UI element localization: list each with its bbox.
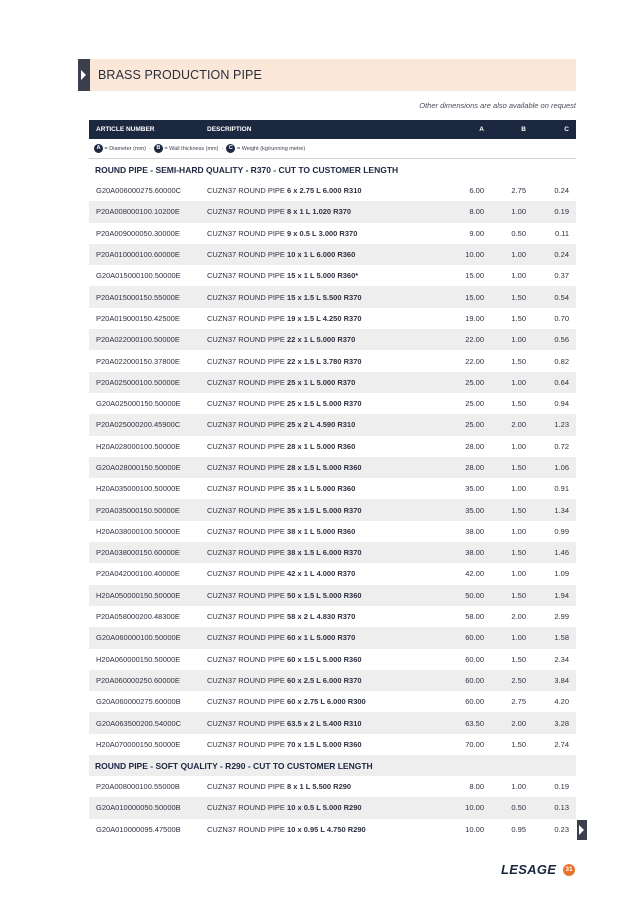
description: [207, 691, 441, 712]
article-number: H20A070000150.50000E: [89, 734, 207, 755]
header-a: A: [441, 120, 491, 139]
value-a: 25.00: [441, 372, 491, 393]
table-row: [89, 201, 576, 222]
value-c: 0.37: [533, 265, 576, 286]
value-b: 1.00: [491, 478, 533, 499]
value-a: 22.00: [441, 329, 491, 350]
value-c: 2.74: [533, 734, 576, 755]
description-prefix: CUZN37 ROUND PIPE: [207, 569, 285, 579]
value-b: 2.50: [491, 670, 533, 691]
description-prefix: CUZN37 ROUND PIPE: [207, 739, 285, 749]
article-number: P20A008000100.10200E: [89, 201, 207, 222]
description-spec: 6 x 2.75 L 6.000 R310: [287, 186, 362, 196]
description-prefix: CUZN37 ROUND PIPE: [207, 484, 285, 494]
value-b: 0.50: [491, 223, 533, 244]
article-number: P20A022000150.37800E: [89, 350, 207, 371]
value-a: 60.00: [441, 627, 491, 648]
legend-b-text: = Wall thickness (mm): [164, 145, 219, 152]
description-prefix: CUZN37 ROUND PIPE: [207, 271, 285, 281]
description-prefix: CUZN37 ROUND PIPE: [207, 548, 285, 558]
description-spec: 25 x 1 L 5.000 R370: [287, 377, 356, 387]
value-c: 0.94: [533, 393, 576, 414]
value-c: 0.11: [533, 223, 576, 244]
section-banner: [78, 59, 576, 91]
value-b: 2.75: [491, 691, 533, 712]
description: [207, 712, 441, 733]
table-row: [89, 649, 576, 670]
value-c: 0.70: [533, 308, 576, 329]
value-b: 1.00: [491, 627, 533, 648]
value-c: 0.13: [533, 797, 576, 818]
description-prefix: CUZN37 ROUND PIPE: [207, 399, 285, 409]
description-prefix: CUZN37 ROUND PIPE: [207, 420, 285, 430]
table-row: [89, 797, 576, 818]
legend-a-text: = Diameter (mm): [104, 145, 146, 152]
value-b: 1.00: [491, 521, 533, 542]
description-spec: 10 x 1 L 6.000 R360: [287, 250, 356, 260]
header-b: B: [491, 120, 533, 139]
value-c: 1.46: [533, 542, 576, 563]
description-prefix: CUZN37 ROUND PIPE: [207, 824, 285, 834]
value-c: 0.99: [533, 521, 576, 542]
description-spec: 25 x 2 L 4.590 R310: [287, 420, 356, 430]
description-spec: 10 x 0.5 L 5.000 R290: [287, 803, 362, 813]
value-b: 1.50: [491, 542, 533, 563]
value-a: 38.00: [441, 521, 491, 542]
value-a: 9.00: [441, 223, 491, 244]
value-a: 15.00: [441, 265, 491, 286]
value-a: 8.00: [441, 201, 491, 222]
value-a: 8.00: [441, 776, 491, 797]
value-c: 0.23: [533, 819, 576, 840]
header-article-number: ARTICLE NUMBER: [89, 120, 207, 139]
description: [207, 542, 441, 563]
table-row: [89, 393, 576, 414]
table-row: [89, 712, 576, 733]
description-prefix: CUZN37 ROUND PIPE: [207, 782, 285, 792]
table-row: [89, 308, 576, 329]
article-number: P20A058000200.48300E: [89, 606, 207, 627]
table-row: [89, 244, 576, 265]
description-spec: 38 x 1 L 5.000 R360: [287, 526, 356, 536]
table-row: [89, 223, 576, 244]
article-number: G20A010000050.50000B: [89, 797, 207, 818]
column-legend: A = Diameter (mm) · B = Wall thickness (mm) · C = Weight (kg/running metre): [89, 139, 576, 159]
description-prefix: CUZN37 ROUND PIPE: [207, 718, 285, 728]
article-number: H20A028000100.50000E: [89, 436, 207, 457]
value-a: 58.00: [441, 606, 491, 627]
description: [207, 563, 441, 584]
value-c: 2.99: [533, 606, 576, 627]
value-c: 0.54: [533, 286, 576, 307]
table-row: [89, 521, 576, 542]
description: [207, 670, 441, 691]
description: [207, 414, 441, 435]
value-b: 2.00: [491, 414, 533, 435]
value-b: 0.50: [491, 797, 533, 818]
description-spec: 25 x 1.5 L 5.000 R370: [287, 399, 362, 409]
description-spec: 60 x 2.5 L 6.000 R370: [287, 675, 362, 685]
value-b: 1.50: [491, 649, 533, 670]
description-spec: 60 x 1 L 5.000 R370: [287, 633, 356, 643]
article-number: P20A022000100.50000E: [89, 329, 207, 350]
value-b: 1.50: [491, 308, 533, 329]
description-spec: 63.5 x 2 L 5.400 R310: [287, 718, 362, 728]
table-row: [89, 478, 576, 499]
description-prefix: CUZN37 ROUND PIPE: [207, 675, 285, 685]
description-prefix: CUZN37 ROUND PIPE: [207, 313, 285, 323]
value-c: 1.09: [533, 563, 576, 584]
description: [207, 244, 441, 265]
value-a: 60.00: [441, 670, 491, 691]
article-number: H20A035000100.50000E: [89, 478, 207, 499]
article-number: G20A060000275.60000B: [89, 691, 207, 712]
article-number: P20A010000100.60000E: [89, 244, 207, 265]
article-number: G20A028000150.50000E: [89, 457, 207, 478]
description-spec: 28 x 1 L 5.000 R360: [287, 441, 356, 451]
value-b: 1.50: [491, 393, 533, 414]
description: [207, 521, 441, 542]
description-spec: 35 x 1.5 L 5.000 R370: [287, 505, 362, 515]
description-spec: 19 x 1.5 L 4.250 R370: [287, 313, 362, 323]
legend-a-badge: A: [94, 144, 103, 153]
description-prefix: CUZN37 ROUND PIPE: [207, 697, 285, 707]
value-a: 6.00: [441, 180, 491, 201]
page-number: 31: [563, 864, 575, 876]
description: [207, 223, 441, 244]
value-b: 2.75: [491, 180, 533, 201]
description-prefix: CUZN37 ROUND PIPE: [207, 292, 285, 302]
article-number: H20A060000150.50000E: [89, 649, 207, 670]
value-c: 0.82: [533, 350, 576, 371]
table-row: [89, 606, 576, 627]
value-a: 15.00: [441, 286, 491, 307]
table-row: [89, 691, 576, 712]
value-b: 1.00: [491, 201, 533, 222]
description-prefix: CUZN37 ROUND PIPE: [207, 186, 285, 196]
value-b: 1.00: [491, 244, 533, 265]
value-c: 3.84: [533, 670, 576, 691]
article-number: P20A015000150.55000E: [89, 286, 207, 307]
value-a: 35.00: [441, 478, 491, 499]
description-spec: 60 x 1.5 L 5.000 R360: [287, 654, 362, 664]
section-title: ROUND PIPE - SEMI-HARD QUALITY - R370 - CUT TO CUSTOMER LENGTH: [95, 164, 399, 175]
table-row: [89, 286, 576, 307]
value-c: 1.58: [533, 627, 576, 648]
article-number: G20A025000150.50000E: [89, 393, 207, 414]
table-row: [89, 627, 576, 648]
value-c: 1.34: [533, 499, 576, 520]
banner-arrow-icon: [78, 59, 90, 91]
article-number: G20A063500200.54000C: [89, 712, 207, 733]
description: [207, 436, 441, 457]
description: [207, 819, 441, 840]
description-spec: 15 x 1 L 5.000 R360*: [287, 271, 359, 281]
value-c: 0.72: [533, 436, 576, 457]
description-spec: 58 x 2 L 4.830 R370: [287, 612, 356, 622]
article-number: P20A035000150.50000E: [89, 499, 207, 520]
value-b: 1.00: [491, 372, 533, 393]
value-a: 50.00: [441, 585, 491, 606]
description: [207, 393, 441, 414]
article-number: G20A010000095.47500B: [89, 819, 207, 840]
value-a: 42.00: [441, 563, 491, 584]
table-row: [89, 542, 576, 563]
value-a: 28.00: [441, 436, 491, 457]
description-prefix: CUZN37 ROUND PIPE: [207, 505, 285, 515]
description: [207, 180, 441, 201]
description: [207, 329, 441, 350]
description: [207, 585, 441, 606]
legend-c-badge: C: [226, 144, 235, 153]
description: [207, 286, 441, 307]
description: [207, 457, 441, 478]
page-title: BRASS PRODUCTION PIPE: [98, 68, 262, 82]
description-prefix: CUZN37 ROUND PIPE: [207, 526, 285, 536]
description-prefix: CUZN37 ROUND PIPE: [207, 612, 285, 622]
value-a: 10.00: [441, 819, 491, 840]
description: [207, 734, 441, 755]
description-prefix: CUZN37 ROUND PIPE: [207, 356, 285, 366]
description: [207, 627, 441, 648]
table-row: [89, 265, 576, 286]
availability-note: Other dimensions are also available on request: [419, 101, 576, 110]
description: [207, 265, 441, 286]
table-row: [89, 329, 576, 350]
description-spec: 10 x 0.95 L 4.750 R290: [287, 824, 366, 834]
value-c: 0.64: [533, 372, 576, 393]
description-prefix: CUZN37 ROUND PIPE: [207, 633, 285, 643]
value-c: 0.19: [533, 201, 576, 222]
description-spec: 15 x 1.5 L 5.500 R370: [287, 292, 362, 302]
table-row: [89, 457, 576, 478]
value-c: 0.56: [533, 329, 576, 350]
value-c: 4.20: [533, 691, 576, 712]
value-a: 63.50: [441, 712, 491, 733]
value-a: 60.00: [441, 691, 491, 712]
article-number: G20A015000100.50000E: [89, 265, 207, 286]
description-prefix: CUZN37 ROUND PIPE: [207, 250, 285, 260]
article-number: P20A008000100.55000B: [89, 776, 207, 797]
description: [207, 776, 441, 797]
product-table: [89, 120, 576, 840]
value-c: 1.94: [533, 585, 576, 606]
table-row: [89, 180, 576, 201]
legend-c-text: = Weight (kg/running metre): [236, 145, 306, 152]
article-number: G20A006000275.60000C: [89, 180, 207, 201]
description-spec: 22 x 1.5 L 3.780 R370: [287, 356, 362, 366]
value-b: 1.00: [491, 329, 533, 350]
description-prefix: CUZN37 ROUND PIPE: [207, 590, 285, 600]
value-b: 2.00: [491, 606, 533, 627]
description-spec: 8 x 1 L 1.020 R370: [287, 207, 352, 217]
value-c: 0.19: [533, 776, 576, 797]
value-b: 0.95: [491, 819, 533, 840]
description-prefix: CUZN37 ROUND PIPE: [207, 228, 285, 238]
table-row: [89, 372, 576, 393]
lesage-logo: LESAGE: [501, 862, 557, 877]
description-spec: 60 x 2.75 L 6.000 R300: [287, 697, 366, 707]
value-c: 2.34: [533, 649, 576, 670]
table-row: [89, 563, 576, 584]
table-row: [89, 436, 576, 457]
description-prefix: CUZN37 ROUND PIPE: [207, 377, 285, 387]
article-number: G20A060000100.50000E: [89, 627, 207, 648]
description-prefix: CUZN37 ROUND PIPE: [207, 803, 285, 813]
header-description: DESCRIPTION: [207, 120, 441, 139]
value-a: 70.00: [441, 734, 491, 755]
table-row: [89, 414, 576, 435]
value-a: 25.00: [441, 414, 491, 435]
section-heading: [89, 755, 576, 776]
table-row: [89, 499, 576, 520]
value-b: 1.00: [491, 563, 533, 584]
article-number: P20A042000100.40000E: [89, 563, 207, 584]
description: [207, 649, 441, 670]
table-row: [89, 670, 576, 691]
description: [207, 201, 441, 222]
description-spec: 9 x 0.5 L 3.000 R370: [287, 228, 358, 238]
description: [207, 797, 441, 818]
description: [207, 372, 441, 393]
value-c: 1.23: [533, 414, 576, 435]
article-number: H20A050000150.50000E: [89, 585, 207, 606]
article-number: P20A019000150.42500E: [89, 308, 207, 329]
value-b: 1.00: [491, 776, 533, 797]
value-b: 1.50: [491, 734, 533, 755]
legend-b-badge: B: [154, 144, 163, 153]
table-row: [89, 585, 576, 606]
description-spec: 35 x 1 L 5.000 R360: [287, 484, 356, 494]
value-a: 35.00: [441, 499, 491, 520]
table-row: [89, 350, 576, 371]
table-row: [89, 776, 576, 797]
description-prefix: CUZN37 ROUND PIPE: [207, 463, 285, 472]
value-c: 1.06: [533, 457, 576, 478]
description-spec: 70 x 1.5 L 5.000 R360: [287, 739, 362, 749]
description-prefix: CUZN37 ROUND PIPE: [207, 441, 285, 451]
description: [207, 308, 441, 329]
description: [207, 350, 441, 371]
description: [207, 499, 441, 520]
value-c: 3.28: [533, 712, 576, 733]
description-prefix: CUZN37 ROUND PIPE: [207, 654, 285, 664]
value-b: 1.50: [491, 499, 533, 520]
value-a: 38.00: [441, 542, 491, 563]
value-b: 1.00: [491, 265, 533, 286]
article-number: P20A038000150.60000E: [89, 542, 207, 563]
value-c: 0.91: [533, 478, 576, 499]
description-spec: 50 x 1.5 L 5.000 R360: [287, 590, 362, 600]
value-a: 28.00: [441, 457, 491, 478]
table-header-row: [89, 120, 576, 139]
value-a: 10.00: [441, 244, 491, 265]
next-page-arrow-icon[interactable]: [577, 820, 587, 840]
header-c: C: [533, 120, 576, 139]
value-b: 2.00: [491, 712, 533, 733]
article-number: P20A009000050.30000E: [89, 223, 207, 244]
description-spec: 8 x 1 L 5.500 R290: [287, 782, 352, 792]
value-a: 25.00: [441, 393, 491, 414]
article-number: P20A025000200.45900C: [89, 414, 207, 435]
value-b: 1.50: [491, 286, 533, 307]
value-b: 1.50: [491, 457, 533, 478]
value-a: 60.00: [441, 649, 491, 670]
description-spec: 28 x 1.5 L 5.000 R360: [287, 463, 362, 472]
description: [207, 606, 441, 627]
value-c: 0.24: [533, 180, 576, 201]
section-title: ROUND PIPE - SOFT QUALITY - R290 - CUT TO CUSTOMER LENGTH: [89, 755, 576, 776]
description-prefix: CUZN37 ROUND PIPE: [207, 335, 285, 345]
article-number: P20A060000250.60000E: [89, 670, 207, 691]
article-number: P20A025000100.50000E: [89, 372, 207, 393]
description-prefix: CUZN37 ROUND PIPE: [207, 207, 285, 217]
value-b: 1.50: [491, 350, 533, 371]
article-number: H20A038000100.50000E: [89, 521, 207, 542]
description-spec: 42 x 1 L 4.000 R370: [287, 569, 356, 579]
value-a: 22.00: [441, 350, 491, 371]
value-c: 0.24: [533, 244, 576, 265]
description-spec: 38 x 1.5 L 6.000 R370: [287, 548, 362, 558]
value-a: 19.00: [441, 308, 491, 329]
table-row: [89, 734, 576, 755]
section-heading: [89, 159, 576, 181]
table-row: [89, 819, 576, 840]
value-b: 1.00: [491, 436, 533, 457]
value-b: 1.50: [491, 585, 533, 606]
description-spec: 22 x 1 L 5.000 R370: [287, 335, 356, 345]
value-a: 10.00: [441, 797, 491, 818]
description: [207, 478, 441, 499]
